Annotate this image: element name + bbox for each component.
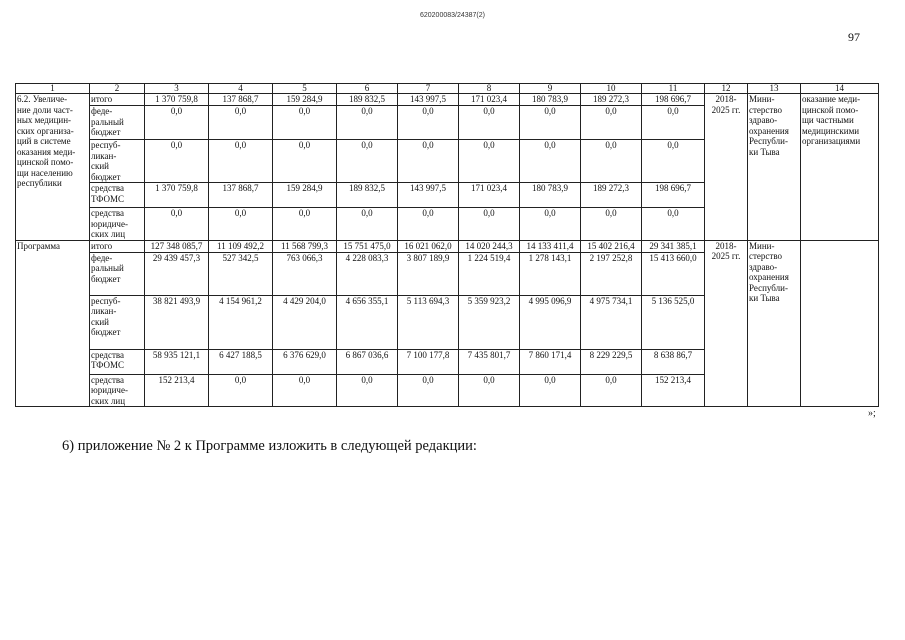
amount-cell: 7 435 801,7 xyxy=(459,349,520,374)
funding-source-cell: феде- ральный бюджет xyxy=(90,252,145,295)
amount-cell: 189 272,3 xyxy=(581,94,642,106)
amount-cell: 189 832,5 xyxy=(337,94,398,106)
amount-cell: 0,0 xyxy=(581,106,642,140)
amount-cell: 0,0 xyxy=(398,374,459,407)
amount-cell: 0,0 xyxy=(273,374,337,407)
amount-cell: 29 341 385,1 xyxy=(642,240,705,252)
amount-cell: 763 066,3 xyxy=(273,252,337,295)
amount-cell: 189 832,5 xyxy=(337,183,398,208)
amount-cell: 0,0 xyxy=(273,140,337,183)
amount-cell: 0,0 xyxy=(581,374,642,407)
result-cell xyxy=(801,240,879,407)
column-number: 12 xyxy=(705,84,748,94)
amount-cell: 7 860 171,4 xyxy=(520,349,581,374)
column-number: 3 xyxy=(145,84,209,94)
column-number: 6 xyxy=(337,84,398,94)
amount-cell: 1 370 759,8 xyxy=(145,94,209,106)
funding-source-cell: феде- ральный бюджет xyxy=(90,106,145,140)
column-number: 14 xyxy=(801,84,879,94)
page-number: 97 xyxy=(848,30,860,44)
period-cell: 2018- 2025 гг. xyxy=(705,94,748,241)
amount-cell: 143 997,5 xyxy=(398,94,459,106)
amount-cell: 5 113 694,3 xyxy=(398,295,459,349)
document-number: 620200083/24387(2) xyxy=(419,12,485,19)
amount-cell: 4 975 734,1 xyxy=(581,295,642,349)
column-number: 2 xyxy=(90,84,145,94)
amount-cell: 4 228 083,3 xyxy=(337,252,398,295)
amount-cell: 15 413 660,0 xyxy=(642,252,705,295)
funding-source-cell: средства ТФОМС xyxy=(90,183,145,208)
amount-cell: 0,0 xyxy=(459,374,520,407)
amount-cell: 14 020 244,3 xyxy=(459,240,520,252)
amount-cell: 0,0 xyxy=(520,140,581,183)
amount-cell: 127 348 085,7 xyxy=(145,240,209,252)
funding-source-cell: средства ТФОМС xyxy=(90,349,145,374)
amount-cell: 29 439 457,3 xyxy=(145,252,209,295)
amount-cell: 189 272,3 xyxy=(581,183,642,208)
funding-source-cell: итого xyxy=(90,94,145,106)
amount-cell: 5 359 923,2 xyxy=(459,295,520,349)
executor-cell: Мини- стерство здраво- охранения Республи- ки Тыва xyxy=(748,240,801,407)
amount-cell: 8 638 86,7 xyxy=(642,349,705,374)
amount-cell: 7 100 177,8 xyxy=(398,349,459,374)
funding-source-cell: средства юридиче- ских лиц xyxy=(90,374,145,407)
column-number: 10 xyxy=(581,84,642,94)
amount-cell: 0,0 xyxy=(337,106,398,140)
amount-cell: 0,0 xyxy=(642,140,705,183)
column-number: 9 xyxy=(520,84,581,94)
amount-cell: 1 278 143,1 xyxy=(520,252,581,295)
funding-source-cell: итого xyxy=(90,240,145,252)
amount-cell: 0,0 xyxy=(398,140,459,183)
amount-cell: 0,0 xyxy=(273,106,337,140)
amount-cell: 180 783,9 xyxy=(520,183,581,208)
amount-cell: 1 370 759,8 xyxy=(145,183,209,208)
column-number: 13 xyxy=(748,84,801,94)
amount-cell: 15 402 216,4 xyxy=(581,240,642,252)
amount-cell: 152 213,4 xyxy=(145,374,209,407)
funding-source-cell: средства юридиче- ских лиц xyxy=(90,208,145,241)
amount-cell: 0,0 xyxy=(145,140,209,183)
amount-cell: 11 568 799,3 xyxy=(273,240,337,252)
amount-cell: 0,0 xyxy=(459,208,520,241)
amount-cell: 171 023,4 xyxy=(459,94,520,106)
amount-cell: 0,0 xyxy=(209,140,273,183)
amount-cell: 0,0 xyxy=(398,208,459,241)
executor-cell: Мини- стерство здраво- охранения Республи- ки Тыва xyxy=(748,94,801,241)
amount-cell: 4 656 355,1 xyxy=(337,295,398,349)
amount-cell: 0,0 xyxy=(337,374,398,407)
amount-cell: 198 696,7 xyxy=(642,94,705,106)
amount-cell: 5 136 525,0 xyxy=(642,295,705,349)
amount-cell: 4 154 961,2 xyxy=(209,295,273,349)
amount-cell: 0,0 xyxy=(145,208,209,241)
amount-cell: 0,0 xyxy=(145,106,209,140)
amount-cell: 58 935 121,1 xyxy=(145,349,209,374)
amount-cell: 4 429 204,0 xyxy=(273,295,337,349)
amount-cell: 0,0 xyxy=(209,208,273,241)
budget-table xyxy=(15,83,879,407)
amount-cell: 16 021 062,0 xyxy=(398,240,459,252)
measure-name-cell: 6.2. Увеличе- ние доли част- ных медицин- ских организа- ций в системе оказания меди- цинской помо- щи населению республики xyxy=(16,94,90,241)
amount-cell: 0,0 xyxy=(209,106,273,140)
amount-cell: 0,0 xyxy=(520,208,581,241)
column-number: 4 xyxy=(209,84,273,94)
funding-source-cell: респуб- ликан- ский бюджет xyxy=(90,295,145,349)
amount-cell: 0,0 xyxy=(581,140,642,183)
amount-cell: 38 821 493,9 xyxy=(145,295,209,349)
amount-cell: 1 224 519,4 xyxy=(459,252,520,295)
amount-cell: 159 284,9 xyxy=(273,94,337,106)
period-cell: 2018- 2025 гг. xyxy=(705,240,748,407)
amount-cell: 527 342,5 xyxy=(209,252,273,295)
amount-cell: 6 427 188,5 xyxy=(209,349,273,374)
amount-cell: 0,0 xyxy=(520,374,581,407)
amount-cell: 14 133 411,4 xyxy=(520,240,581,252)
amount-cell: 0,0 xyxy=(520,106,581,140)
amount-cell: 0,0 xyxy=(209,374,273,407)
amount-cell: 0,0 xyxy=(273,208,337,241)
amount-cell: 171 023,4 xyxy=(459,183,520,208)
column-number-row xyxy=(16,84,879,94)
amount-cell: 0,0 xyxy=(337,208,398,241)
amount-cell: 143 997,5 xyxy=(398,183,459,208)
table-row xyxy=(16,94,879,106)
amount-cell: 137 868,7 xyxy=(209,94,273,106)
amount-cell: 0,0 xyxy=(642,208,705,241)
column-number: 5 xyxy=(273,84,337,94)
amount-cell: 4 995 096,9 xyxy=(520,295,581,349)
amount-cell: 0,0 xyxy=(642,106,705,140)
amount-cell: 159 284,9 xyxy=(273,183,337,208)
result-cell: оказание меди- цинской помо- щи частными медицинскими организациями xyxy=(801,94,879,241)
amount-cell: 15 751 475,0 xyxy=(337,240,398,252)
amount-cell: 11 109 492,2 xyxy=(209,240,273,252)
closing-quote-mark: »; xyxy=(868,408,876,419)
measure-name-cell: Программа xyxy=(16,240,90,407)
amendment-instruction: 6) приложение № 2 к Программе изложить в следующей редакции: xyxy=(62,438,477,454)
amount-cell: 0,0 xyxy=(398,106,459,140)
amount-cell: 6 376 629,0 xyxy=(273,349,337,374)
amount-cell: 0,0 xyxy=(459,140,520,183)
funding-source-cell: респуб- ликан- ский бюджет xyxy=(90,140,145,183)
amount-cell: 8 229 229,5 xyxy=(581,349,642,374)
table-row xyxy=(16,240,879,252)
table-body xyxy=(16,84,879,407)
amount-cell: 137 868,7 xyxy=(209,183,273,208)
amount-cell: 180 783,9 xyxy=(520,94,581,106)
column-number: 7 xyxy=(398,84,459,94)
amount-cell: 6 867 036,6 xyxy=(337,349,398,374)
column-number: 1 xyxy=(16,84,90,94)
amount-cell: 0,0 xyxy=(337,140,398,183)
amount-cell: 0,0 xyxy=(581,208,642,241)
amount-cell: 152 213,4 xyxy=(642,374,705,407)
amount-cell: 2 197 252,8 xyxy=(581,252,642,295)
amount-cell: 3 807 189,9 xyxy=(398,252,459,295)
column-number: 11 xyxy=(642,84,705,94)
amount-cell: 0,0 xyxy=(459,106,520,140)
column-number: 8 xyxy=(459,84,520,94)
amount-cell: 198 696,7 xyxy=(642,183,705,208)
